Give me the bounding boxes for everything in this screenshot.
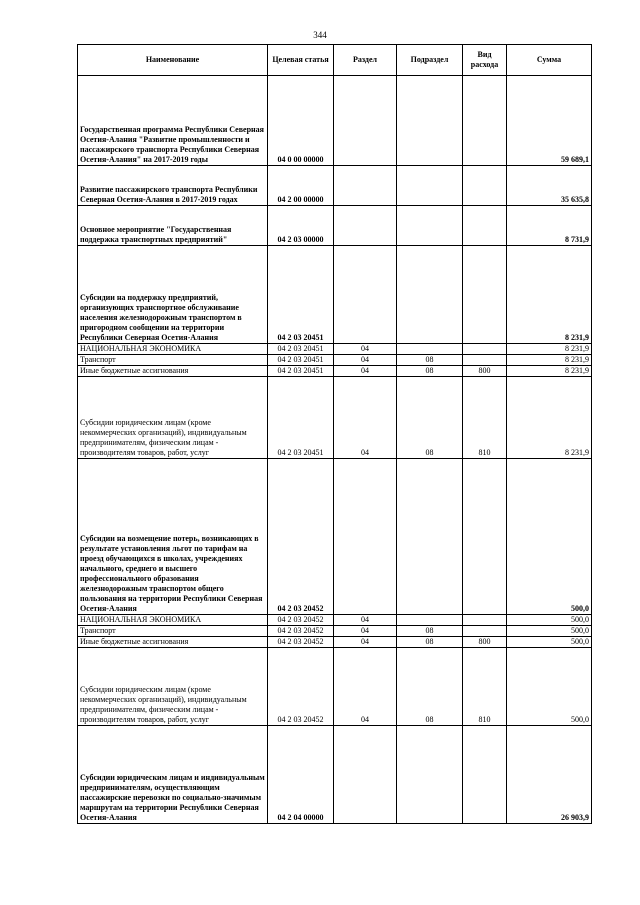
table-row	[78, 246, 592, 344]
row-code: 04 0 00 00000	[268, 76, 334, 166]
row-code: 04 2 03 20451	[268, 377, 334, 459]
header-subsection: Подраздел	[397, 45, 463, 76]
row-section	[334, 246, 397, 344]
row-name: Субсидии на поддержку предприятий, организующих транспортное обслуживание населения железнодорожным транспортом в пригородном сообщении на территории Республики Северная Осетия-Алания	[78, 246, 268, 344]
row-name: Транспорт	[78, 355, 268, 366]
row-section: 04	[334, 648, 397, 726]
table-row	[78, 377, 592, 459]
row-name: Развитие пассажирского транспорта Республики Северная Осетия-Алания в 2017-2019 годах	[78, 166, 268, 206]
row-section	[334, 76, 397, 166]
row-amount: 8 231,9	[507, 366, 592, 377]
row-name: НАЦИОНАЛЬНАЯ ЭКОНОМИКА	[78, 615, 268, 626]
row-type: 800	[463, 366, 507, 377]
row-amount: 8 231,9	[507, 355, 592, 366]
row-type	[463, 355, 507, 366]
row-subsection: 08	[397, 626, 463, 637]
row-type	[463, 166, 507, 206]
row-section: 04	[334, 615, 397, 626]
row-subsection	[397, 246, 463, 344]
table-row	[78, 344, 592, 355]
table-row	[78, 648, 592, 726]
row-amount: 8 231,9	[507, 377, 592, 459]
row-section: 04	[334, 355, 397, 366]
row-type	[463, 459, 507, 615]
row-code: 04 2 03 20451	[268, 355, 334, 366]
table-row	[78, 206, 592, 246]
row-section: 04	[334, 377, 397, 459]
row-name: Иные бюджетные ассигнования	[78, 366, 268, 377]
header-amount: Сумма	[507, 45, 592, 76]
row-type	[463, 726, 507, 824]
row-section	[334, 206, 397, 246]
row-type	[463, 246, 507, 344]
row-subsection	[397, 344, 463, 355]
page-number: 344	[313, 30, 327, 40]
row-type	[463, 206, 507, 246]
row-code: 04 2 03 20452	[268, 626, 334, 637]
row-section: 04	[334, 366, 397, 377]
row-amount: 8 231,9	[507, 246, 592, 344]
row-section	[334, 726, 397, 824]
row-code: 04 2 03 00000	[268, 206, 334, 246]
header-type: Вид расхода	[463, 45, 507, 76]
row-section	[334, 459, 397, 615]
row-type	[463, 344, 507, 355]
row-name: НАЦИОНАЛЬНАЯ ЭКОНОМИКА	[78, 344, 268, 355]
row-subsection: 08	[397, 355, 463, 366]
header-section: Раздел	[334, 45, 397, 76]
row-subsection	[397, 76, 463, 166]
table-row	[78, 637, 592, 648]
row-amount: 500,0	[507, 615, 592, 626]
row-code: 04 2 04 00000	[268, 726, 334, 824]
row-amount: 26 903,9	[507, 726, 592, 824]
row-type	[463, 615, 507, 626]
row-code: 04 2 03 20451	[268, 366, 334, 377]
row-amount: 35 635,8	[507, 166, 592, 206]
row-subsection	[397, 206, 463, 246]
table-row	[78, 76, 592, 166]
row-code: 04 2 03 20452	[268, 637, 334, 648]
row-code: 04 2 03 20452	[268, 459, 334, 615]
header-name: Наименование	[78, 45, 268, 76]
row-section: 04	[334, 344, 397, 355]
row-type	[463, 626, 507, 637]
row-type: 810	[463, 648, 507, 726]
table-header-row	[78, 45, 592, 76]
row-section: 04	[334, 626, 397, 637]
row-code: 04 2 03 20452	[268, 648, 334, 726]
row-code: 04 2 03 20451	[268, 246, 334, 344]
table-row	[78, 166, 592, 206]
row-amount: 59 689,1	[507, 76, 592, 166]
table-row	[78, 459, 592, 615]
row-code: 04 2 00 00000	[268, 166, 334, 206]
row-amount: 500,0	[507, 648, 592, 726]
row-subsection	[397, 166, 463, 206]
budget-table	[77, 44, 592, 824]
row-type: 800	[463, 637, 507, 648]
row-subsection	[397, 459, 463, 615]
row-code: 04 2 03 20451	[268, 344, 334, 355]
row-name: Основное мероприятие "Государственная поддержка транспортных предприятий"	[78, 206, 268, 246]
table-row	[78, 726, 592, 824]
row-subsection	[397, 726, 463, 824]
table-row	[78, 355, 592, 366]
row-code: 04 2 03 20452	[268, 615, 334, 626]
row-amount: 500,0	[507, 459, 592, 615]
row-name: Государственная программа Республики Северная Осетия-Алания "Развитие промышленности и пассажирского транспорта Республики Северная Осетия-Алания" на 2017-2019 годы	[78, 76, 268, 166]
row-name: Субсидии юридическим лицам (кроме некоммерческих организаций), индивидуальным предпринимателям, физическим лицам - производителям товаров, работ, услуг	[78, 377, 268, 459]
header-code: Целевая статья	[268, 45, 334, 76]
table-row	[78, 615, 592, 626]
row-section: 04	[334, 637, 397, 648]
row-name: Иные бюджетные ассигнования	[78, 637, 268, 648]
row-amount: 8 731,9	[507, 206, 592, 246]
row-name: Субсидии юридическим лицам и индивидуальным предпринимателям, осуществляющим пассажирские перевозки по социально-значимым маршрутам на территории Республики Северная Осетия-Алания	[78, 726, 268, 824]
table-row	[78, 626, 592, 637]
row-section	[334, 166, 397, 206]
row-subsection: 08	[397, 648, 463, 726]
row-type: 810	[463, 377, 507, 459]
row-subsection: 08	[397, 377, 463, 459]
row-name: Субсидии юридическим лицам (кроме некоммерческих организаций), индивидуальным предпринимателям, физическим лицам - производителям товаров, работ, услуг	[78, 648, 268, 726]
row-amount: 8 231,9	[507, 344, 592, 355]
row-subsection: 08	[397, 366, 463, 377]
row-name: Субсидии на возмещение потерь, возникающих в результате установления льгот по тарифам на проезд обучающихся в школах, учреждениях начального, среднего и высшего профессионального образования железнодорожным транспортом общего пользования на территории Республики Северная Осетия-Алания	[78, 459, 268, 615]
row-type	[463, 76, 507, 166]
table-row	[78, 366, 592, 377]
row-subsection: 08	[397, 637, 463, 648]
row-subsection	[397, 615, 463, 626]
row-name: Транспорт	[78, 626, 268, 637]
row-amount: 500,0	[507, 637, 592, 648]
row-amount: 500,0	[507, 626, 592, 637]
